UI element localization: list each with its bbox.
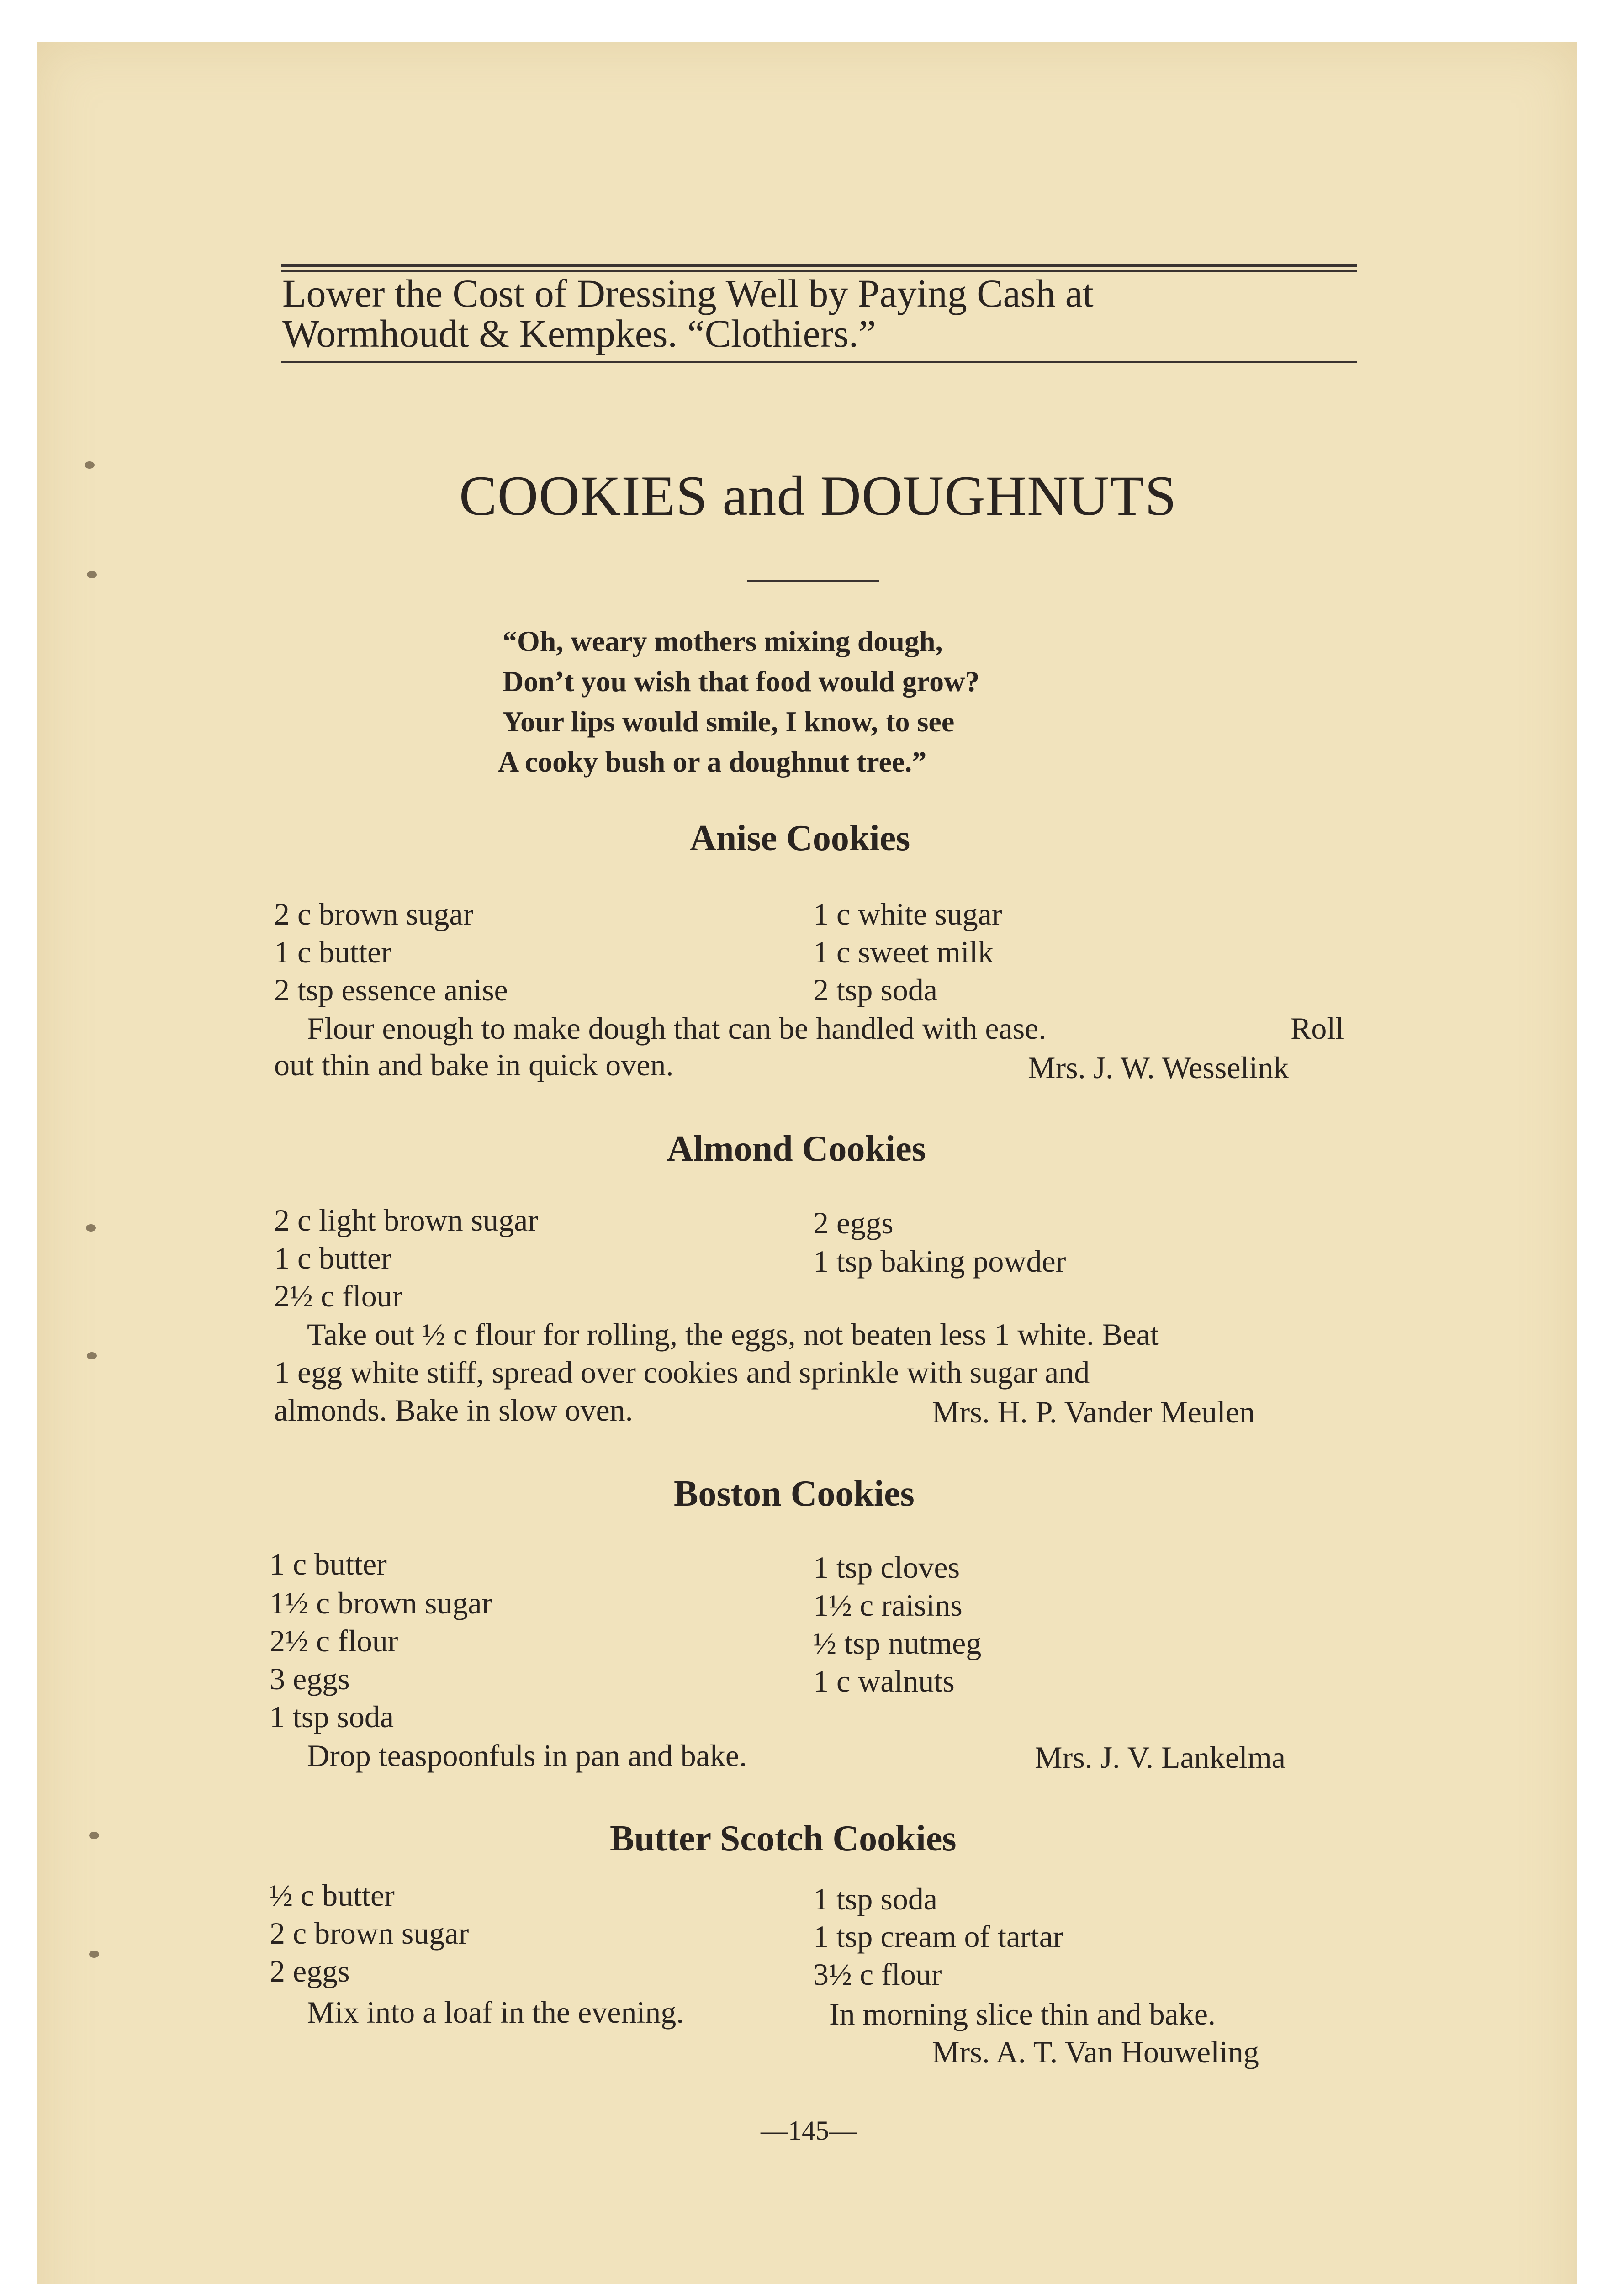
- ingredient: 1 tsp cream of tartar: [813, 1919, 1063, 1954]
- ingredient: 1 tsp soda: [813, 1882, 937, 1916]
- poem-line-2: Don’t you wish that food would grow?: [503, 665, 980, 698]
- ad-bottom-rule: [281, 361, 1357, 363]
- ad-line-1: Lower the Cost of Dressing Well by Paying Cash at: [282, 271, 1094, 315]
- ingredient: 2 tsp soda: [813, 973, 937, 1007]
- ingredient: 2 c light brown sugar: [274, 1203, 538, 1237]
- ingredient: 2½ c flour: [270, 1623, 398, 1658]
- ingredient: 1 tsp cloves: [813, 1550, 960, 1585]
- binding-hole: [85, 461, 95, 469]
- ingredient: 2½ c flour: [274, 1279, 403, 1313]
- ingredient: 1½ c brown sugar: [270, 1586, 492, 1620]
- ingredient: 1 c walnuts: [813, 1664, 955, 1698]
- directions: In morning slice thin and bake.: [829, 1997, 1216, 2031]
- ingredient: ½ c butter: [270, 1878, 395, 1913]
- recipe-title-almond: Almond Cookies: [667, 1129, 926, 1169]
- recipe-title-boston: Boston Cookies: [674, 1474, 915, 1514]
- directions: 1 egg white stiff, spread over cookies and sprinkle with sugar and: [274, 1355, 1090, 1390]
- ingredient: ½ tsp nutmeg: [813, 1626, 982, 1660]
- binding-hole: [87, 571, 97, 578]
- ingredient: 3 eggs: [270, 1661, 350, 1696]
- binding-hole: [89, 1951, 99, 1958]
- ingredient: 1 c butter: [270, 1547, 387, 1581]
- directions: Mix into a loaf in the evening.: [307, 1995, 684, 2030]
- ingredient: 2 c brown sugar: [270, 1916, 469, 1951]
- ingredient: 2 c brown sugar: [274, 897, 474, 931]
- recipe-title-anise: Anise Cookies: [690, 818, 910, 858]
- ingredient: 1 c white sugar: [813, 897, 1002, 931]
- recipe-author: Mrs. J. W. Wesselink: [1028, 1050, 1289, 1085]
- ingredient: 1 c sweet milk: [813, 935, 994, 969]
- ingredient: 1½ c raisins: [813, 1588, 963, 1623]
- ad-top-rule: [281, 264, 1357, 267]
- directions: Drop teaspoonfuls in pan and bake.: [307, 1738, 747, 1773]
- binding-hole: [86, 1224, 96, 1232]
- recipe-author: Mrs. J. V. Lankelma: [1035, 1740, 1286, 1775]
- binding-hole: [87, 1352, 97, 1359]
- ingredient: 3½ c flour: [813, 1957, 942, 1992]
- ingredient: 1 c butter: [274, 935, 391, 969]
- directions: almonds. Bake in slow oven.: [274, 1393, 633, 1428]
- poem-line-3: Your lips would smile, I know, to see: [503, 705, 955, 738]
- recipe-author: Mrs. A. T. Van Houweling: [932, 2035, 1259, 2069]
- page-number: —145—: [761, 2115, 857, 2146]
- directions: Take out ½ c flour for rolling, the eggs, not beaten less 1 white. Beat: [307, 1317, 1159, 1352]
- title-divider: [747, 580, 879, 582]
- ingredient: 2 eggs: [270, 1954, 350, 1988]
- ingredient: 1 tsp baking powder: [813, 1244, 1066, 1279]
- ingredient: 1 tsp soda: [270, 1699, 394, 1734]
- poem-line-4: A cooky bush or a doughnut tree.”: [498, 745, 927, 778]
- ingredient: 2 tsp essence anise: [274, 973, 508, 1007]
- ad-line-2: Wormhoudt & Kempkes. “Clothiers.”: [282, 312, 876, 355]
- directions: Roll: [1291, 1011, 1344, 1046]
- directions: Flour enough to make dough that can be handled with ease.: [307, 1011, 1047, 1046]
- directions: out thin and bake in quick oven.: [274, 1047, 674, 1082]
- binding-hole: [89, 1832, 99, 1839]
- ingredient: 2 eggs: [813, 1205, 894, 1240]
- ingredient: 1 c butter: [274, 1241, 391, 1275]
- recipe-author: Mrs. H. P. Vander Meulen: [932, 1395, 1255, 1429]
- chapter-title: COOKIES and DOUGHNUTS: [459, 465, 1177, 527]
- recipe-title-butter-scotch: Butter Scotch Cookies: [610, 1819, 957, 1859]
- poem-line-1: “Oh, weary mothers mixing dough,: [503, 625, 943, 657]
